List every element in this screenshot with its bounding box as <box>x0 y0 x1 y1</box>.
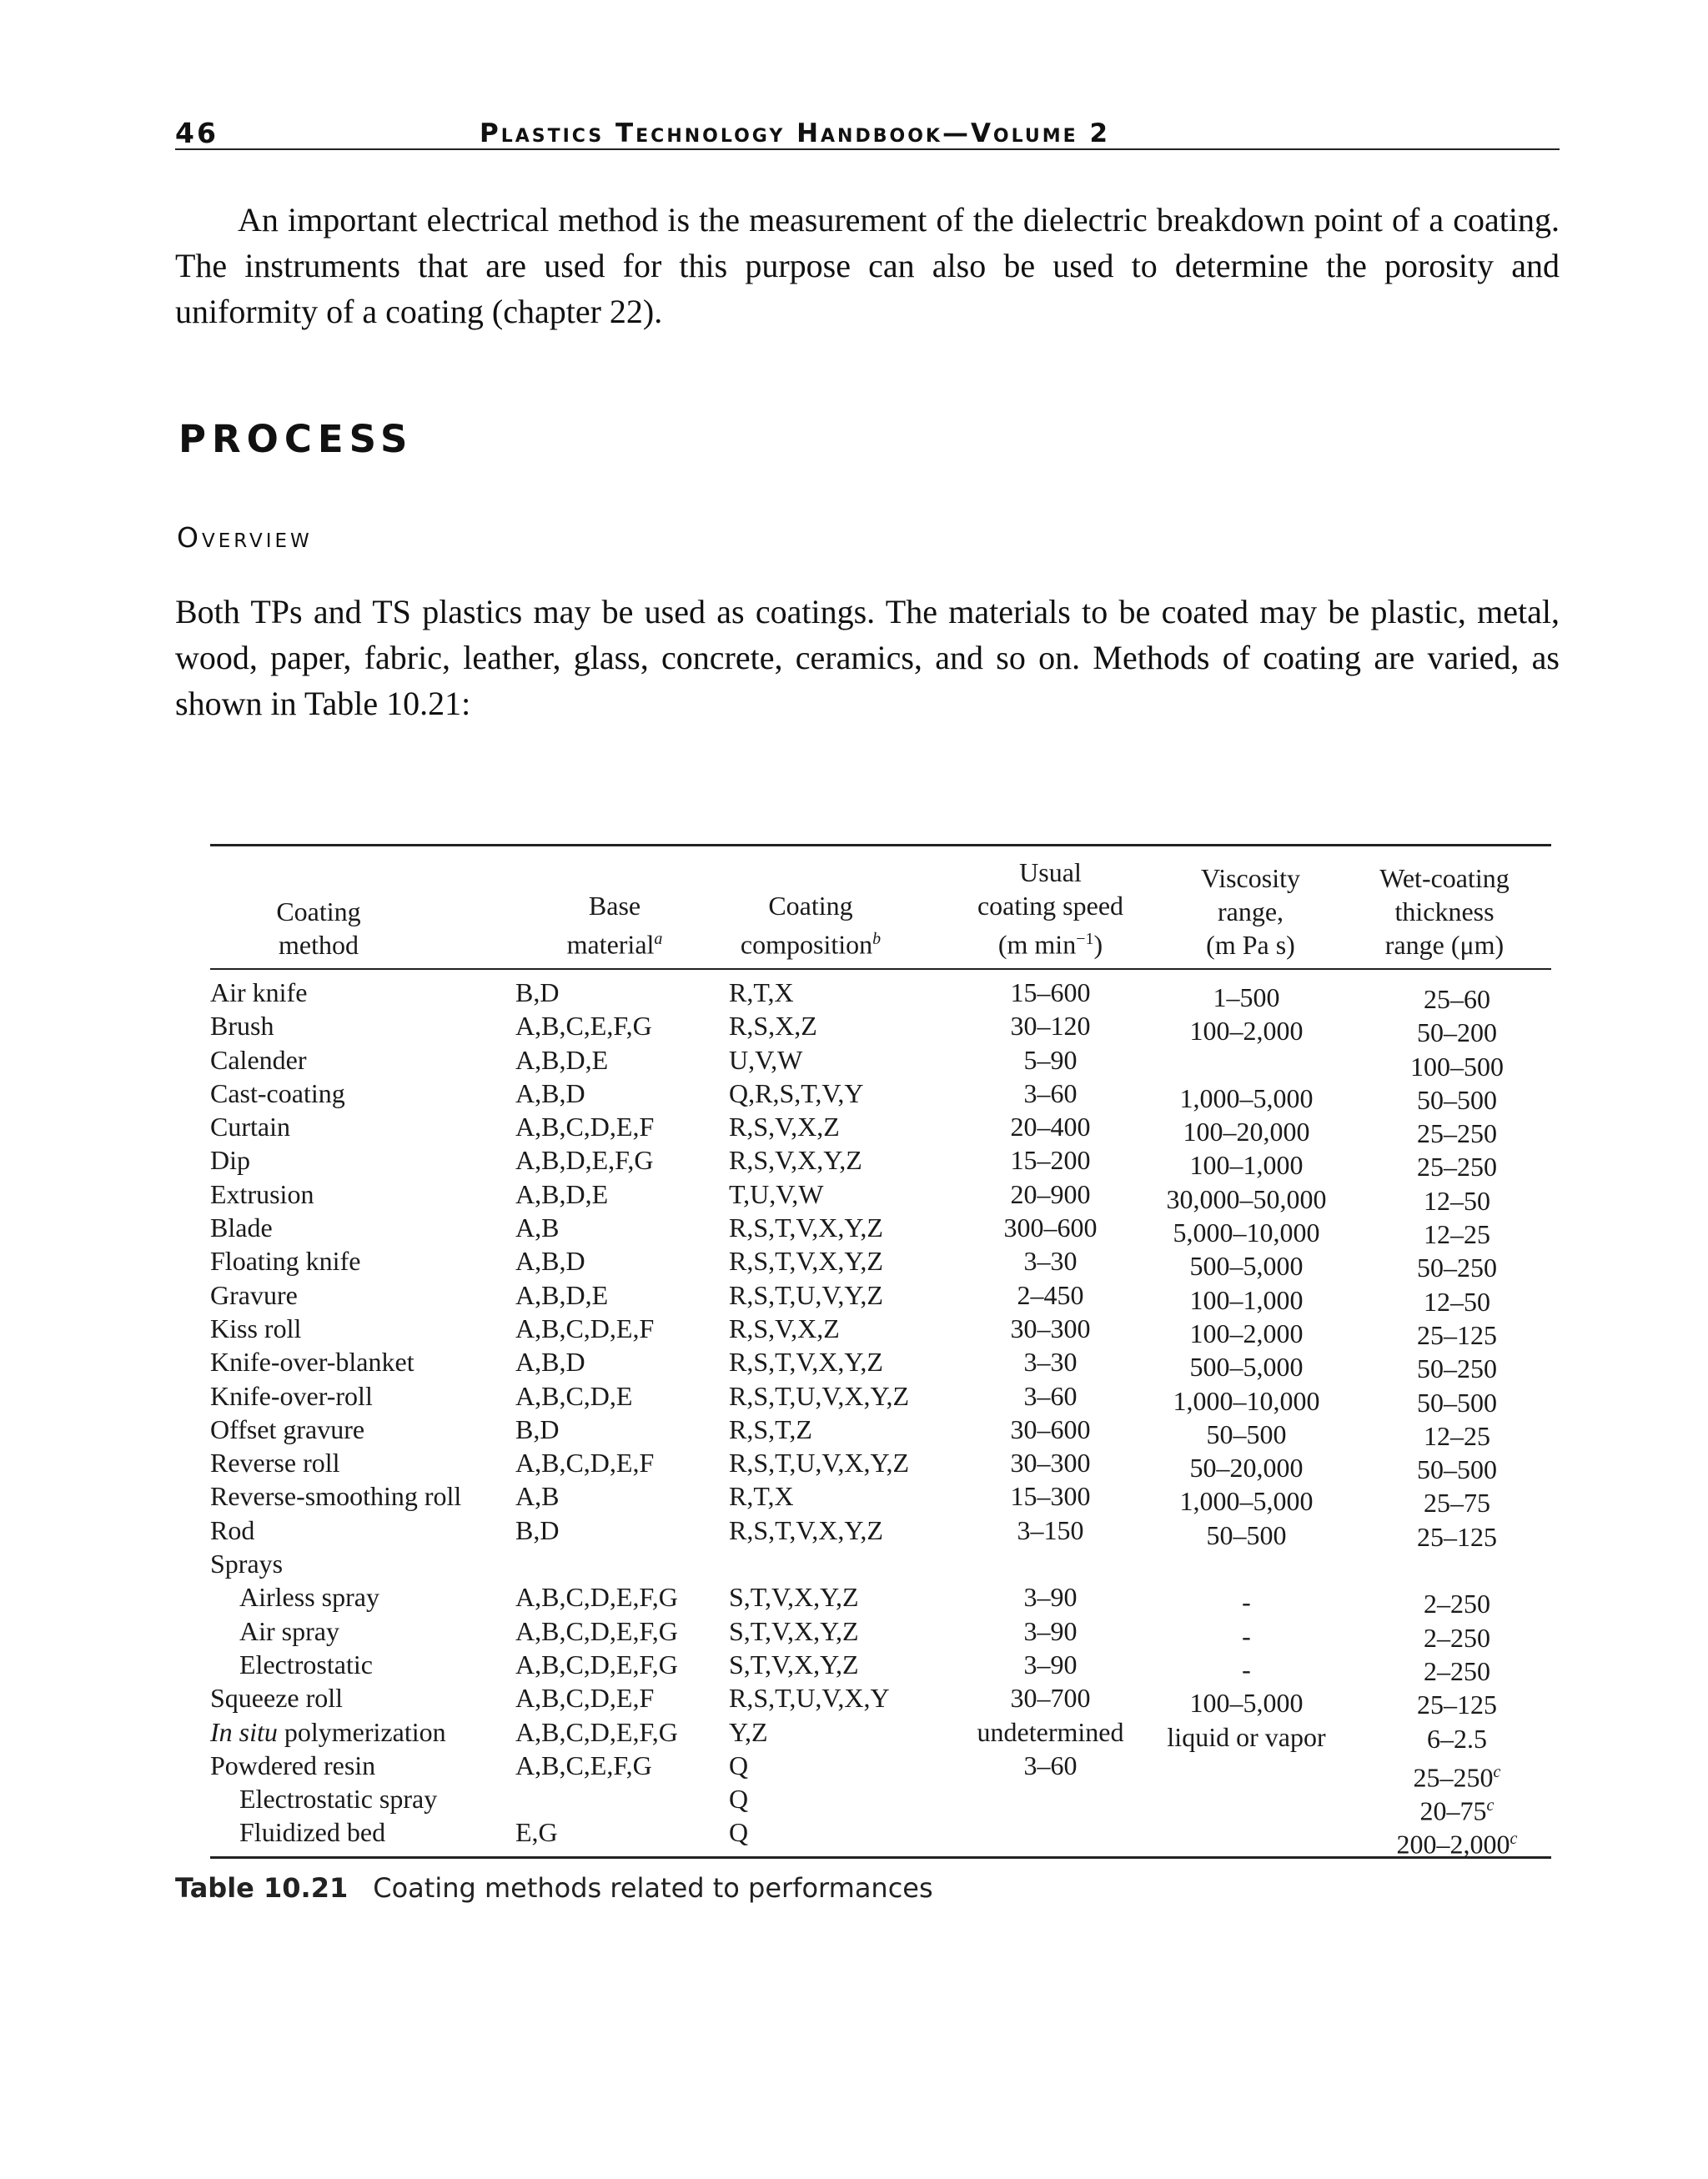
cell-base-material: A,B,D,E <box>515 1178 609 1209</box>
cell-viscosity: 100–5,000 <box>1189 1688 1304 1719</box>
cell-viscosity: 100–2,000 <box>1189 1318 1304 1348</box>
cell-method: Curtain <box>210 1112 290 1142</box>
cell-base-material: A,B,C,D,E <box>515 1380 633 1411</box>
cell-method: Offset gravure <box>210 1413 365 1444</box>
cell-method: Rod <box>210 1514 255 1545</box>
cell-method: Reverse roll <box>210 1448 340 1479</box>
cell-method: Dip <box>210 1145 250 1176</box>
cell-base-material: A,B,D <box>515 1347 585 1378</box>
cell-composition: R,S,T,U,V,X,Y <box>729 1683 890 1714</box>
cell-coating-speed: 3–60 <box>1023 1077 1078 1108</box>
cell-viscosity: 50–500 <box>1206 1418 1287 1449</box>
cell-viscosity: 50–20,000 <box>1189 1453 1304 1484</box>
cell-composition: R,S,T,U,V,Y,Z <box>729 1279 883 1310</box>
cell-thickness: 50–500 <box>1417 1454 1497 1485</box>
cell-method: Calender <box>210 1044 307 1075</box>
cell-composition: Q <box>729 1784 749 1815</box>
cell-composition: R,S,T,V,X,Y,Z <box>729 1213 883 1243</box>
table-header <box>210 846 1551 970</box>
overview-paragraph: Both TPs and TS plastics may be used as coatings. The materials to be coated may be plastic, metal, wood, paper, fabric, leather, glass, concrete, ceramics, and so on. Methods of coating are varied, as shown in Table 10.21: <box>175 593 1560 722</box>
cell-composition: S,T,V,X,Y,Z <box>729 1649 859 1679</box>
cell-composition: R,S,T,V,X,Y,Z <box>729 1347 883 1378</box>
cell-thickness: 2–250 <box>1424 1589 1490 1619</box>
cell-composition: Y,Z <box>729 1716 768 1747</box>
cell-coating-speed: 30–300 <box>1010 1448 1091 1479</box>
cell-coating-speed: 3–90 <box>1023 1582 1078 1613</box>
table-row <box>210 1077 1551 1115</box>
cell-coating-speed: 2–450 <box>1017 1279 1084 1310</box>
page-number: 46 <box>175 117 219 149</box>
cell-viscosity: 100–20,000 <box>1183 1117 1310 1147</box>
table-row <box>210 1681 1551 1720</box>
header-coating-composition: Coating composition$^b$ <box>740 891 882 960</box>
cell-viscosity: 100–1,000 <box>1189 1284 1304 1315</box>
table-row <box>210 1143 1551 1182</box>
table-row <box>210 1345 1551 1384</box>
cell-thickness: 25–125 <box>1417 1689 1497 1720</box>
cell-composition: U,V,W <box>729 1044 803 1075</box>
cell-base-material: A,B,C,D,E,F <box>515 1683 655 1714</box>
cell-composition: R,S,V,X,Z <box>729 1112 840 1142</box>
cell-coating-speed: 3–60 <box>1023 1750 1078 1780</box>
cell-thickness: 50–200 <box>1417 1017 1497 1048</box>
footnote-marker: c <box>1510 1830 1518 1849</box>
header-base-material: Base material$^a$ <box>566 891 663 960</box>
table-row <box>210 1110 1551 1149</box>
cell-viscosity: 100–2,000 <box>1189 1016 1304 1047</box>
cell-coating-speed: 3–60 <box>1023 1380 1078 1411</box>
table-row <box>210 1446 1551 1485</box>
cell-thickness: 25–125 <box>1417 1319 1497 1350</box>
table-row <box>210 1379 1551 1418</box>
cell-base-material: A,B,C,D,E,F <box>515 1112 655 1142</box>
table-row <box>210 1177 1551 1216</box>
cell-method: Blade <box>210 1213 273 1243</box>
cell-method: In situ polymerization <box>210 1716 446 1747</box>
cell-method: Gravure <box>210 1279 298 1310</box>
section-heading: PROCESS <box>178 417 414 461</box>
cell-method: Air spray <box>239 1615 339 1646</box>
cell-viscosity: - <box>1242 1587 1251 1618</box>
header-wet-coating-thickness: Wet-coating thickness range (μm) <box>1379 863 1510 960</box>
cell-composition: T,U,V,W <box>729 1178 824 1209</box>
cell-coating-speed: 20–400 <box>1010 1112 1091 1142</box>
cell-coating-speed: 15–200 <box>1010 1145 1091 1176</box>
cell-coating-speed: 3–90 <box>1023 1615 1078 1646</box>
cell-thickness: 12–50 <box>1424 1185 1490 1216</box>
cell-viscosity: 1,000–10,000 <box>1173 1385 1320 1416</box>
cell-viscosity: - <box>1242 1620 1251 1651</box>
table-row <box>210 1211 1551 1250</box>
cell-base-material: A,B <box>515 1481 560 1512</box>
cell-coating-speed: 15–600 <box>1010 977 1091 1007</box>
cell-coating-speed: 3–30 <box>1023 1347 1078 1378</box>
cell-composition: Q,R,S,T,V,Y <box>729 1077 864 1108</box>
cell-thickness: 6–2.5 <box>1427 1723 1487 1754</box>
cell-viscosity: 100–1,000 <box>1189 1150 1304 1181</box>
cell-base-material: B,D <box>515 977 560 1007</box>
table-row <box>210 1648 1551 1686</box>
table-row <box>210 1614 1551 1653</box>
caption-text: Coating methods related to performances <box>373 1872 933 1904</box>
cell-method: Powdered resin <box>210 1750 376 1780</box>
cell-method: Knife-over-blanket <box>210 1347 414 1378</box>
cell-method: Kiss roll <box>210 1313 302 1343</box>
cell-method: Floating knife <box>210 1246 361 1277</box>
table-row <box>210 1514 1551 1552</box>
cell-viscosity: - <box>1242 1654 1251 1684</box>
cell-thickness: 25–250$^c$ <box>1413 1762 1501 1793</box>
cell-coating-speed: 3–30 <box>1023 1246 1078 1277</box>
header-coating-speed: Usual coating speed (m $\min^{-1}$) <box>977 857 1124 960</box>
cell-viscosity: 1,000–5,000 <box>1179 1082 1314 1113</box>
cell-base-material: A,B,C,D,E,F,G <box>515 1716 678 1747</box>
table-row <box>210 1749 1551 1793</box>
cell-base-material: A,B,C,D,E,F,G <box>515 1615 678 1646</box>
coating-methods-table <box>210 844 1551 1859</box>
cell-thickness: 2–250 <box>1424 1622 1490 1653</box>
running-title: Plastics Technology Handbook—Volume 2 <box>480 118 1111 148</box>
cell-viscosity: 1,000–5,000 <box>1179 1486 1314 1517</box>
cell-viscosity: 1–500 <box>1213 982 1280 1012</box>
cell-coating-speed: 3–150 <box>1017 1514 1084 1545</box>
cell-composition: Q <box>729 1750 749 1780</box>
table-row <box>210 1009 1551 1048</box>
cell-base-material: A,B,C,D,E,F <box>515 1448 655 1479</box>
cell-thickness: 100–500 <box>1410 1051 1504 1082</box>
table-row <box>210 976 1551 1014</box>
cell-method: Reverse-smoothing roll <box>210 1481 462 1512</box>
table-row <box>210 1782 1551 1826</box>
cell-method: Electrostatic <box>239 1649 373 1679</box>
cell-composition: S,T,V,X,Y,Z <box>729 1582 859 1613</box>
cell-composition: R,S,X,Z <box>729 1011 817 1042</box>
cell-composition: R,S,T,U,V,X,Y,Z <box>729 1380 910 1411</box>
cell-coating-speed: 300–600 <box>1003 1213 1098 1243</box>
cell-viscosity: 5,000–10,000 <box>1173 1218 1320 1248</box>
cell-thickness: 50–250 <box>1417 1353 1497 1384</box>
cell-coating-speed: 30–600 <box>1010 1413 1091 1444</box>
cell-base-material: A,B,D <box>515 1077 585 1108</box>
cell-base-material: A,B,C,D,E,F <box>515 1313 655 1343</box>
cell-base-material: A,B,C,D,E,F,G <box>515 1649 678 1679</box>
table-row <box>210 1244 1551 1283</box>
cell-method: Cast-coating <box>210 1077 345 1108</box>
table-row <box>210 1278 1551 1317</box>
cell-coating-speed: undetermined <box>977 1716 1124 1747</box>
cell-base-material: A,B,D,E,F,G <box>515 1145 654 1176</box>
cell-thickness: 25–250 <box>1417 1118 1497 1149</box>
cell-composition: R,S,V,X,Y,Z <box>729 1145 862 1176</box>
cell-method: Fluidized bed <box>239 1817 386 1848</box>
caption-label: Table 10.21 <box>175 1872 349 1904</box>
table-row <box>210 1815 1551 1860</box>
cell-viscosity: 500–5,000 <box>1189 1251 1304 1282</box>
cell-coating-speed: 3–90 <box>1023 1649 1078 1679</box>
cell-method: Air knife <box>210 977 308 1007</box>
footnote-marker: c <box>1493 1762 1501 1781</box>
cell-composition: R,S,T,Z <box>729 1413 812 1444</box>
subsection-heading: Overview <box>177 521 313 554</box>
cell-method: Extrusion <box>210 1178 314 1209</box>
cell-method: Electrostatic spray <box>239 1784 438 1815</box>
cell-thickness: 20–75$^c$ <box>1419 1795 1494 1826</box>
cell-viscosity: 500–5,000 <box>1189 1352 1304 1383</box>
cell-coating-speed: 15–300 <box>1010 1481 1091 1512</box>
cell-thickness: 50–250 <box>1417 1253 1497 1283</box>
cell-thickness: 12–25 <box>1424 1219 1490 1250</box>
cell-composition: Q <box>729 1817 749 1848</box>
table-row <box>210 1312 1551 1350</box>
cell-coating-speed: 20–900 <box>1010 1178 1091 1209</box>
cell-thickness: 12–25 <box>1424 1420 1490 1451</box>
table-row <box>210 1479 1551 1519</box>
footnote-marker: c <box>1486 1796 1494 1815</box>
cell-composition: R,S,T,U,V,X,Y,Z <box>729 1448 910 1479</box>
cell-viscosity: 30,000–50,000 <box>1166 1183 1327 1214</box>
cell-coating-speed: 5–90 <box>1023 1044 1078 1075</box>
cell-base-material: A,B <box>515 1213 560 1243</box>
cell-base-material: A,B,C,E,F,G <box>515 1750 652 1780</box>
cell-method: Knife-over-roll <box>210 1380 373 1411</box>
cell-base-material: A,B,D,E <box>515 1044 609 1075</box>
table-row <box>210 1413 1551 1451</box>
cell-method: Sprays <box>210 1549 284 1579</box>
cell-composition: R,T,X <box>729 977 794 1007</box>
cell-composition: R,S,T,V,X,Y,Z <box>729 1514 883 1545</box>
table-caption <box>175 1872 933 1904</box>
cell-coating-speed: 30–120 <box>1010 1011 1091 1042</box>
cell-coating-speed: 30–300 <box>1010 1313 1091 1343</box>
cell-base-material: E,G <box>515 1817 558 1848</box>
cell-base-material: B,D <box>515 1514 560 1545</box>
cell-base-material: A,B,D <box>515 1246 585 1277</box>
cell-composition: R,S,V,X,Z <box>729 1313 840 1343</box>
cell-thickness: 25–60 <box>1424 984 1490 1014</box>
cell-composition: S,T,V,X,Y,Z <box>729 1615 859 1646</box>
cell-method: Squeeze roll <box>210 1683 344 1714</box>
table-row <box>210 1715 1551 1754</box>
cell-base-material: A,B,C,E,F,G <box>515 1011 652 1042</box>
cell-method: Airless spray <box>239 1582 379 1613</box>
cell-thickness: 12–50 <box>1424 1286 1490 1317</box>
cell-thickness: 50–500 <box>1417 1387 1497 1418</box>
cell-composition: R,T,X <box>729 1481 794 1512</box>
cell-thickness: 25–75 <box>1424 1488 1490 1519</box>
cell-thickness: 50–500 <box>1417 1084 1497 1115</box>
running-header <box>175 113 1560 150</box>
cell-viscosity: liquid or vapor <box>1167 1721 1326 1752</box>
header-viscosity-range: Viscosity range, (m Pa s) <box>1201 863 1300 960</box>
cell-viscosity: 50–500 <box>1206 1519 1287 1550</box>
table-body <box>210 970 1551 1860</box>
table-row <box>210 1547 1551 1580</box>
cell-thickness: 2–250 <box>1424 1655 1490 1686</box>
cell-coating-speed: 30–700 <box>1010 1683 1091 1714</box>
cell-method: Brush <box>210 1011 274 1042</box>
cell-thickness: 25–250 <box>1417 1152 1497 1182</box>
header-coating-method: Coating method <box>276 896 361 960</box>
table-row <box>210 1580 1551 1619</box>
cell-thickness: 200–2,000$^c$ <box>1396 1830 1518 1860</box>
intro-paragraph: An important electrical method is the measurement of the dielectric breakdown point of a coating. The instruments that are used for this purpose can also be used to determine the porosity and uniformity of a coating (chapter 22). <box>175 201 1560 330</box>
cell-base-material: A,B,C,D,E,F,G <box>515 1582 678 1613</box>
cell-base-material: A,B,D,E <box>515 1279 609 1310</box>
table-row <box>210 1043 1551 1082</box>
cell-composition: R,S,T,V,X,Y,Z <box>729 1246 883 1277</box>
cell-thickness: 25–125 <box>1417 1521 1497 1552</box>
cell-base-material: B,D <box>515 1413 560 1444</box>
